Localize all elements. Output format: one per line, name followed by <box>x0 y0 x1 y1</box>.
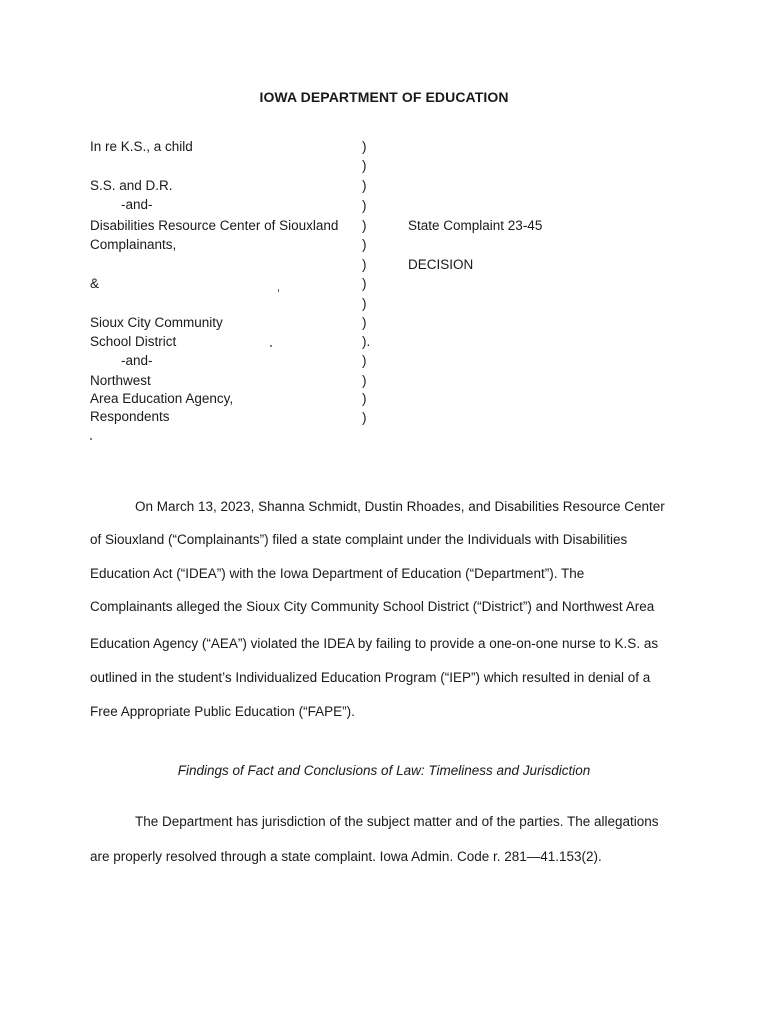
scan-speck <box>90 438 92 440</box>
caption-paren: ) <box>362 353 367 368</box>
paragraph-1-line: Complainants alleged the Sioux City Community School District (“District”) and Northwest Area <box>90 599 655 614</box>
caption-respondents: Respondents <box>90 409 170 424</box>
caption-paren: ) <box>362 257 367 272</box>
caption-sioux-city: Sioux City Community <box>90 315 223 330</box>
section-heading: Findings of Fact and Conclusions of Law: Timeliness and Jurisdiction <box>177 763 591 778</box>
scan-speck <box>278 289 279 292</box>
document-heading: IOWA DEPARTMENT OF EDUCATION <box>259 89 509 105</box>
caption-aea: Area Education Agency, <box>90 391 234 406</box>
paragraph-2-line: The Department has jurisdiction of the subject matter and of the parties. The allegations <box>135 814 659 829</box>
paragraph-1-line: On March 13, 2023, Shanna Schmidt, Dustin Rhoades, and Disabilities Resource Center <box>135 499 665 514</box>
caption-paren: ) <box>362 391 367 406</box>
caption-paren: ) <box>362 315 367 330</box>
caption-paren: ) <box>362 198 367 213</box>
caption-paren: ) <box>362 139 367 154</box>
caption-and-1: -and- <box>121 197 153 212</box>
caption-drc: Disabilities Resource Center of Siouxland <box>90 218 339 233</box>
paragraph-2-line: are properly resolved through a state complaint. Iowa Admin. Code r. 281—41.153(2). <box>90 849 602 864</box>
caption-complainant-names: S.S. and D.R. <box>90 178 173 193</box>
paragraph-1-line: of Siouxland (“Complainants”) filed a state complaint under the Individuals with Disabilities <box>90 532 628 547</box>
paragraph-1-line: Education Agency (“AEA”) violated the IDEA by failing to provide a one-on-one nurse to K.S. as <box>90 636 659 651</box>
caption-paren: ) <box>362 276 367 291</box>
caption-and-2: -and- <box>121 353 153 368</box>
caption-ampersand: & <box>90 276 100 291</box>
decision-label: DECISION <box>408 257 474 272</box>
caption-school-district: School District <box>90 334 177 349</box>
caption-northwest: Northwest <box>90 373 151 388</box>
paragraph-1-line: outlined in the student’s Individualized Education Program (“IEP”) which resulted in denial of a <box>90 670 651 685</box>
caption-paren: ) <box>362 218 367 233</box>
caption-paren: ) <box>362 178 367 193</box>
caption-paren: ) <box>362 296 367 311</box>
paragraph-1-line: Education Act (“IDEA”) with the Iowa Department of Education (“Department”). The <box>90 566 585 581</box>
caption-complainants: Complainants, <box>90 237 177 252</box>
scan-speck <box>270 345 272 347</box>
caption-paren: ) <box>362 237 367 252</box>
caption-paren: ) <box>362 158 367 173</box>
caption-paren-dot: ). <box>362 334 371 349</box>
caption-paren: ) <box>362 410 367 425</box>
caption-child-line: In re K.S., a child <box>90 139 193 154</box>
caption-paren: ) <box>362 373 367 388</box>
complaint-number: State Complaint 23-45 <box>408 218 543 233</box>
paragraph-1-line: Free Appropriate Public Education (“FAPE”). <box>90 704 355 719</box>
